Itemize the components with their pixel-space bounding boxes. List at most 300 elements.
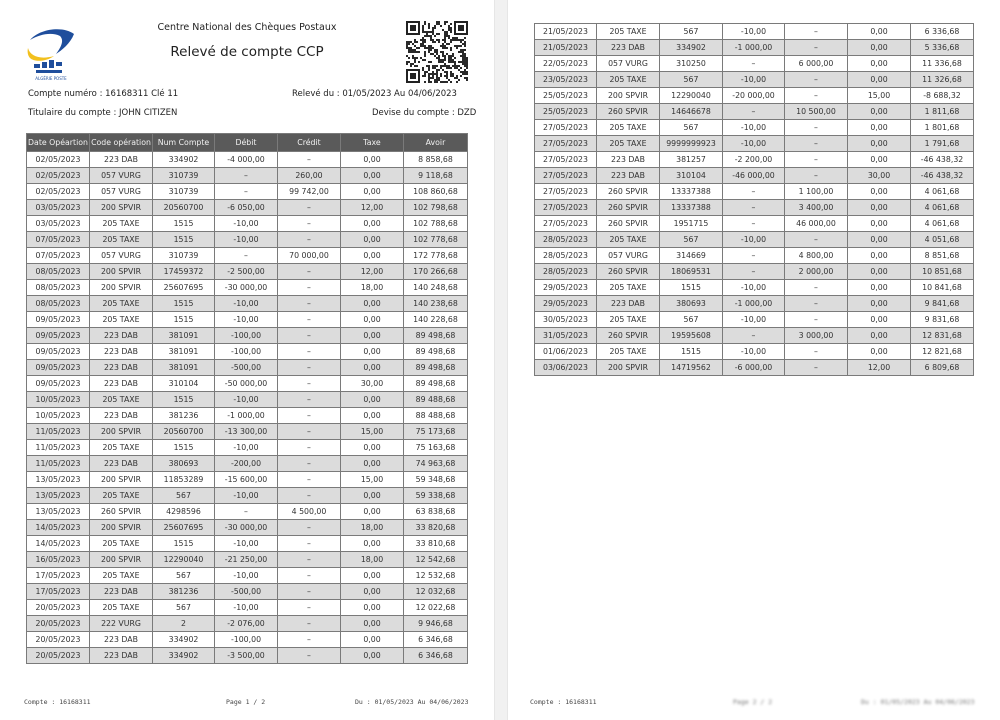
- cell-debit: –: [723, 216, 785, 232]
- cell-credit: –: [278, 568, 341, 584]
- cell-account: 20560700: [153, 200, 215, 216]
- cell-debit: -10,00: [723, 120, 785, 136]
- cell-date: 09/05/2023: [27, 376, 90, 392]
- cell-code: 223 DAB: [597, 296, 660, 312]
- cell-account: 381091: [153, 360, 215, 376]
- table-row: [27, 184, 468, 200]
- cell-account: 13337388: [660, 200, 723, 216]
- cell-debit: -2 500,00: [215, 264, 278, 280]
- cell-code: 057 VURG: [597, 56, 660, 72]
- cell-balance: 6 809,68: [911, 360, 974, 376]
- cell-code: 057 VURG: [90, 184, 153, 200]
- cell-debit: -100,00: [215, 328, 278, 344]
- transactions-table-page-2: [534, 23, 974, 376]
- table-row: [27, 152, 468, 168]
- cell-debit: –: [723, 104, 785, 120]
- cell-code: 205 TAXE: [90, 600, 153, 616]
- cell-debit: -10,00: [215, 296, 278, 312]
- cell-tax: 0,00: [341, 584, 404, 600]
- cell-account: 310739: [153, 168, 215, 184]
- cell-tax: 0,00: [341, 328, 404, 344]
- cell-balance: 102 798,68: [404, 200, 468, 216]
- cell-balance: 172 778,68: [404, 248, 468, 264]
- cell-account: 25607695: [153, 520, 215, 536]
- account-number: Compte numéro : 16168311 Clé 11: [28, 89, 179, 99]
- cell-tax: 0,00: [848, 72, 911, 88]
- cell-tax: 12,00: [341, 200, 404, 216]
- page-gutter: [494, 0, 508, 720]
- cell-date: 27/05/2023: [535, 184, 597, 200]
- cell-code: 223 DAB: [90, 376, 153, 392]
- cell-tax: 15,00: [341, 424, 404, 440]
- cell-tax: 0,00: [848, 200, 911, 216]
- cell-tax: 0,00: [848, 40, 911, 56]
- cell-date: 27/05/2023: [535, 216, 597, 232]
- cell-credit: 46 000,00: [785, 216, 848, 232]
- cell-debit: –: [723, 328, 785, 344]
- cell-account: 567: [153, 488, 215, 504]
- table-row: [535, 216, 974, 232]
- cell-balance: 11 326,68: [911, 72, 974, 88]
- cell-balance: 89 488,68: [404, 392, 468, 408]
- cell-code: 205 TAXE: [90, 536, 153, 552]
- cell-credit: –: [278, 472, 341, 488]
- cell-balance: 4 061,68: [911, 216, 974, 232]
- cell-date: 08/05/2023: [27, 264, 90, 280]
- cell-date: 17/05/2023: [27, 568, 90, 584]
- cell-date: 08/05/2023: [27, 280, 90, 296]
- table-row: [27, 408, 468, 424]
- table-row: [27, 232, 468, 248]
- cell-date: 10/05/2023: [27, 392, 90, 408]
- cell-debit: -10,00: [723, 232, 785, 248]
- cell-code: 260 SPVIR: [597, 216, 660, 232]
- cell-date: 25/05/2023: [535, 104, 597, 120]
- cell-balance: 6 346,68: [404, 632, 468, 648]
- cell-balance: 12 032,68: [404, 584, 468, 600]
- cell-debit: -10,00: [215, 232, 278, 248]
- cell-tax: 0,00: [341, 648, 404, 664]
- cell-account: 380693: [153, 456, 215, 472]
- cell-date: 03/05/2023: [27, 216, 90, 232]
- table-row: [535, 264, 974, 280]
- cell-account: 380693: [660, 296, 723, 312]
- cell-debit: -10,00: [723, 24, 785, 40]
- cell-account: 1515: [153, 392, 215, 408]
- cell-balance: 59 338,68: [404, 488, 468, 504]
- cell-code: 223 DAB: [90, 360, 153, 376]
- cell-tax: 0,00: [848, 104, 911, 120]
- cell-tax: 0,00: [848, 232, 911, 248]
- cell-credit: –: [278, 536, 341, 552]
- table-row: [535, 232, 974, 248]
- cell-credit: 4 500,00: [278, 504, 341, 520]
- cell-account: 381091: [153, 328, 215, 344]
- cell-account: 567: [660, 24, 723, 40]
- cell-tax: 0,00: [848, 136, 911, 152]
- cell-date: 14/05/2023: [27, 520, 90, 536]
- cell-code: 200 SPVIR: [90, 520, 153, 536]
- cell-code: 223 DAB: [90, 408, 153, 424]
- cell-debit: -20 000,00: [723, 88, 785, 104]
- cell-code: 223 DAB: [90, 456, 153, 472]
- cell-date: 21/05/2023: [535, 40, 597, 56]
- table-row: [27, 536, 468, 552]
- cell-tax: 0,00: [341, 168, 404, 184]
- cell-credit: –: [278, 376, 341, 392]
- table-row: [27, 600, 468, 616]
- cell-account: 567: [153, 600, 215, 616]
- cell-debit: -10,00: [215, 312, 278, 328]
- cell-credit: –: [785, 232, 848, 248]
- cell-code: 223 DAB: [90, 648, 153, 664]
- cell-account: 1515: [153, 232, 215, 248]
- cell-debit: -10,00: [723, 344, 785, 360]
- cell-balance: 102 788,68: [404, 216, 468, 232]
- cell-balance: 12 821,68: [911, 344, 974, 360]
- footer-account-page-2: Compte : 16168311: [530, 698, 597, 706]
- cell-code: 260 SPVIR: [90, 504, 153, 520]
- cell-balance: 10 841,68: [911, 280, 974, 296]
- cell-credit: –: [785, 120, 848, 136]
- cell-credit: 10 500,00: [785, 104, 848, 120]
- cell-date: 28/05/2023: [535, 248, 597, 264]
- cell-account: 314669: [660, 248, 723, 264]
- cell-debit: -50 000,00: [215, 376, 278, 392]
- cell-credit: –: [785, 40, 848, 56]
- cell-balance: 8 858,68: [404, 152, 468, 168]
- cell-credit: –: [278, 328, 341, 344]
- cell-account: 567: [660, 72, 723, 88]
- cell-balance: 12 532,68: [404, 568, 468, 584]
- cell-tax: 0,00: [341, 504, 404, 520]
- cell-account: 18069531: [660, 264, 723, 280]
- column-header-credit: Crédit: [278, 134, 341, 152]
- cell-balance: 9 946,68: [404, 616, 468, 632]
- table-body-page-2: [535, 24, 974, 376]
- cell-code: 205 TAXE: [597, 344, 660, 360]
- table-row: [27, 440, 468, 456]
- cell-code: 205 TAXE: [90, 488, 153, 504]
- cell-tax: 0,00: [341, 440, 404, 456]
- cell-credit: 2 000,00: [785, 264, 848, 280]
- table-row: [27, 584, 468, 600]
- cell-balance: 140 238,68: [404, 296, 468, 312]
- cell-tax: 0,00: [848, 264, 911, 280]
- cell-code: 260 SPVIR: [597, 104, 660, 120]
- table-row: [27, 568, 468, 584]
- cell-code: 200 SPVIR: [90, 264, 153, 280]
- cell-tax: 0,00: [848, 56, 911, 72]
- table-row: [535, 120, 974, 136]
- cell-debit: –: [215, 504, 278, 520]
- cell-debit: -4 000,00: [215, 152, 278, 168]
- table-row: [535, 40, 974, 56]
- cell-tax: 0,00: [341, 344, 404, 360]
- table-row: [535, 152, 974, 168]
- cell-credit: –: [278, 312, 341, 328]
- cell-date: 14/05/2023: [27, 536, 90, 552]
- cell-date: 27/05/2023: [535, 152, 597, 168]
- cell-date: 02/05/2023: [27, 152, 90, 168]
- cell-credit: –: [278, 600, 341, 616]
- cell-date: 09/05/2023: [27, 312, 90, 328]
- cell-debit: -10,00: [723, 280, 785, 296]
- cell-balance: 140 248,68: [404, 280, 468, 296]
- cell-credit: –: [278, 264, 341, 280]
- cell-account: 19595608: [660, 328, 723, 344]
- cell-balance: 108 860,68: [404, 184, 468, 200]
- cell-date: 13/05/2023: [27, 504, 90, 520]
- cell-credit: 6 000,00: [785, 56, 848, 72]
- cell-code: 222 VURG: [90, 616, 153, 632]
- cell-credit: –: [278, 552, 341, 568]
- cell-debit: -21 250,00: [215, 552, 278, 568]
- cell-account: 4298596: [153, 504, 215, 520]
- cell-debit: –: [215, 184, 278, 200]
- cell-tax: 0,00: [341, 632, 404, 648]
- cell-debit: -15 600,00: [215, 472, 278, 488]
- cell-account: 310250: [660, 56, 723, 72]
- cell-tax: 15,00: [341, 472, 404, 488]
- cell-account: 310739: [153, 184, 215, 200]
- cell-account: 1515: [153, 536, 215, 552]
- cell-account: 12290040: [660, 88, 723, 104]
- cell-debit: -10,00: [215, 536, 278, 552]
- cell-account: 310104: [153, 376, 215, 392]
- cell-date: 27/05/2023: [535, 200, 597, 216]
- cell-balance: 59 348,68: [404, 472, 468, 488]
- table-row: [27, 360, 468, 376]
- cell-date: 11/05/2023: [27, 440, 90, 456]
- cell-code: 200 SPVIR: [597, 360, 660, 376]
- cell-code: 205 TAXE: [597, 24, 660, 40]
- cell-balance: 89 498,68: [404, 360, 468, 376]
- footer-period: Du : 01/05/2023 Au 04/06/2023: [355, 698, 469, 706]
- cell-tax: 0,00: [341, 360, 404, 376]
- table-row: [27, 248, 468, 264]
- cell-account: 334902: [153, 632, 215, 648]
- cell-code: 057 VURG: [597, 248, 660, 264]
- table-row: [27, 200, 468, 216]
- table-row: [535, 72, 974, 88]
- cell-debit: -10,00: [215, 392, 278, 408]
- cell-tax: 0,00: [341, 456, 404, 472]
- cell-date: 08/05/2023: [27, 296, 90, 312]
- cell-account: 14719562: [660, 360, 723, 376]
- cell-code: 260 SPVIR: [597, 264, 660, 280]
- table-row: [535, 328, 974, 344]
- cell-debit: -100,00: [215, 632, 278, 648]
- cell-date: 29/05/2023: [535, 280, 597, 296]
- cell-credit: –: [785, 168, 848, 184]
- cell-code: 223 DAB: [597, 152, 660, 168]
- cell-code: 205 TAXE: [90, 312, 153, 328]
- cell-debit: –: [723, 264, 785, 280]
- cell-tax: 0,00: [848, 216, 911, 232]
- cell-credit: 260,00: [278, 168, 341, 184]
- cell-debit: -10,00: [215, 488, 278, 504]
- cell-tax: 0,00: [341, 248, 404, 264]
- cell-tax: 18,00: [341, 552, 404, 568]
- cell-credit: –: [278, 488, 341, 504]
- table-row: [535, 312, 974, 328]
- cell-date: 21/05/2023: [535, 24, 597, 40]
- table-row: [535, 344, 974, 360]
- cell-balance: 140 228,68: [404, 312, 468, 328]
- cell-balance: 5 336,68: [911, 40, 974, 56]
- cell-date: 22/05/2023: [535, 56, 597, 72]
- cell-debit: –: [723, 248, 785, 264]
- cell-date: 09/05/2023: [27, 328, 90, 344]
- cell-code: 223 DAB: [597, 40, 660, 56]
- table-row: [27, 520, 468, 536]
- cell-tax: 0,00: [848, 328, 911, 344]
- cell-credit: –: [278, 280, 341, 296]
- cell-credit: –: [278, 584, 341, 600]
- cell-tax: 12,00: [848, 360, 911, 376]
- table-row: [27, 312, 468, 328]
- column-header-balance: Avoir: [404, 134, 468, 152]
- cell-credit: –: [278, 296, 341, 312]
- cell-code: 205 TAXE: [90, 568, 153, 584]
- cell-debit: -10,00: [723, 72, 785, 88]
- cell-code: 057 VURG: [90, 248, 153, 264]
- cell-tax: 0,00: [848, 248, 911, 264]
- cell-balance: 1 811,68: [911, 104, 974, 120]
- cell-credit: 70 000,00: [278, 248, 341, 264]
- cell-tax: 30,00: [341, 376, 404, 392]
- table-row: [27, 376, 468, 392]
- cell-tax: 0,00: [341, 536, 404, 552]
- cell-tax: 0,00: [848, 120, 911, 136]
- cell-code: 057 VURG: [90, 168, 153, 184]
- cell-balance: 6 336,68: [911, 24, 974, 40]
- account-currency: Devise du compte : DZD: [372, 108, 477, 118]
- cell-tax: 0,00: [341, 216, 404, 232]
- table-row: [27, 552, 468, 568]
- cell-account: 381236: [153, 408, 215, 424]
- cell-balance: 75 163,68: [404, 440, 468, 456]
- cell-balance: 12 831,68: [911, 328, 974, 344]
- cell-account: 1515: [660, 344, 723, 360]
- cell-code: 205 TAXE: [597, 280, 660, 296]
- cell-code: 205 TAXE: [90, 296, 153, 312]
- cell-balance: -46 438,32: [911, 152, 974, 168]
- cell-credit: –: [785, 312, 848, 328]
- cell-account: 567: [660, 120, 723, 136]
- cell-tax: 0,00: [848, 152, 911, 168]
- cell-account: 2: [153, 616, 215, 632]
- cell-credit: –: [278, 616, 341, 632]
- organization-name: Centre National des Chèques Postaux: [157, 22, 337, 33]
- table-row: [535, 56, 974, 72]
- cell-credit: –: [278, 200, 341, 216]
- cell-credit: –: [278, 632, 341, 648]
- cell-debit: -46 000,00: [723, 168, 785, 184]
- cell-date: 27/05/2023: [535, 120, 597, 136]
- cell-account: 334902: [660, 40, 723, 56]
- cell-account: 20560700: [153, 424, 215, 440]
- table-row: [535, 200, 974, 216]
- cell-balance: 4 061,68: [911, 200, 974, 216]
- cell-account: 381257: [660, 152, 723, 168]
- cell-code: 260 SPVIR: [597, 328, 660, 344]
- cell-balance: 9 841,68: [911, 296, 974, 312]
- cell-code: 205 TAXE: [597, 136, 660, 152]
- page-1: [0, 0, 494, 720]
- footer-page-number-page-2: Page 2 / 2: [733, 698, 773, 706]
- table-row: [535, 248, 974, 264]
- cell-credit: 99 742,00: [278, 184, 341, 200]
- cell-credit: –: [278, 344, 341, 360]
- table-row: [27, 424, 468, 440]
- table-header-row: [27, 134, 468, 152]
- table-row: [27, 280, 468, 296]
- cell-balance: -8 688,32: [911, 88, 974, 104]
- cell-debit: –: [723, 56, 785, 72]
- table-body-page-1: [27, 152, 468, 664]
- cell-tax: 0,00: [341, 600, 404, 616]
- cell-debit: -13 300,00: [215, 424, 278, 440]
- column-header-date: Date Opéartion: [27, 134, 90, 152]
- cell-code: 223 DAB: [90, 152, 153, 168]
- cell-account: 310739: [153, 248, 215, 264]
- cell-balance: 11 336,68: [911, 56, 974, 72]
- cell-tax: 30,00: [848, 168, 911, 184]
- table-row: [27, 488, 468, 504]
- table-row: [535, 296, 974, 312]
- cell-debit: -2 076,00: [215, 616, 278, 632]
- table-row: [27, 504, 468, 520]
- cell-date: 23/05/2023: [535, 72, 597, 88]
- cell-account: 1515: [153, 440, 215, 456]
- cell-tax: 0,00: [341, 568, 404, 584]
- cell-code: 205 TAXE: [90, 392, 153, 408]
- cell-tax: 0,00: [848, 344, 911, 360]
- cell-credit: –: [278, 408, 341, 424]
- cell-code: 205 TAXE: [90, 232, 153, 248]
- cell-debit: -1 000,00: [723, 40, 785, 56]
- cell-credit: –: [278, 648, 341, 664]
- cell-tax: 0,00: [341, 184, 404, 200]
- cell-date: 01/06/2023: [535, 344, 597, 360]
- cell-credit: –: [785, 136, 848, 152]
- cell-debit: -30 000,00: [215, 520, 278, 536]
- table-row: [27, 616, 468, 632]
- cell-tax: 0,00: [341, 616, 404, 632]
- table-row: [535, 88, 974, 104]
- cell-balance: 12 022,68: [404, 600, 468, 616]
- cell-debit: –: [723, 184, 785, 200]
- cell-tax: 12,00: [341, 264, 404, 280]
- cell-code: 223 DAB: [90, 632, 153, 648]
- cell-balance: 88 488,68: [404, 408, 468, 424]
- table-row: [27, 264, 468, 280]
- cell-account: 567: [153, 568, 215, 584]
- cell-balance: 9 118,68: [404, 168, 468, 184]
- table-row: [535, 104, 974, 120]
- cell-credit: –: [785, 88, 848, 104]
- cell-account: 1515: [153, 216, 215, 232]
- table-row: [27, 296, 468, 312]
- cell-credit: –: [278, 424, 341, 440]
- cell-date: 17/05/2023: [27, 584, 90, 600]
- cell-account: 25607695: [153, 280, 215, 296]
- footer-account: Compte : 16168311: [24, 698, 91, 706]
- cell-balance: 63 838,68: [404, 504, 468, 520]
- cell-debit: -6 000,00: [723, 360, 785, 376]
